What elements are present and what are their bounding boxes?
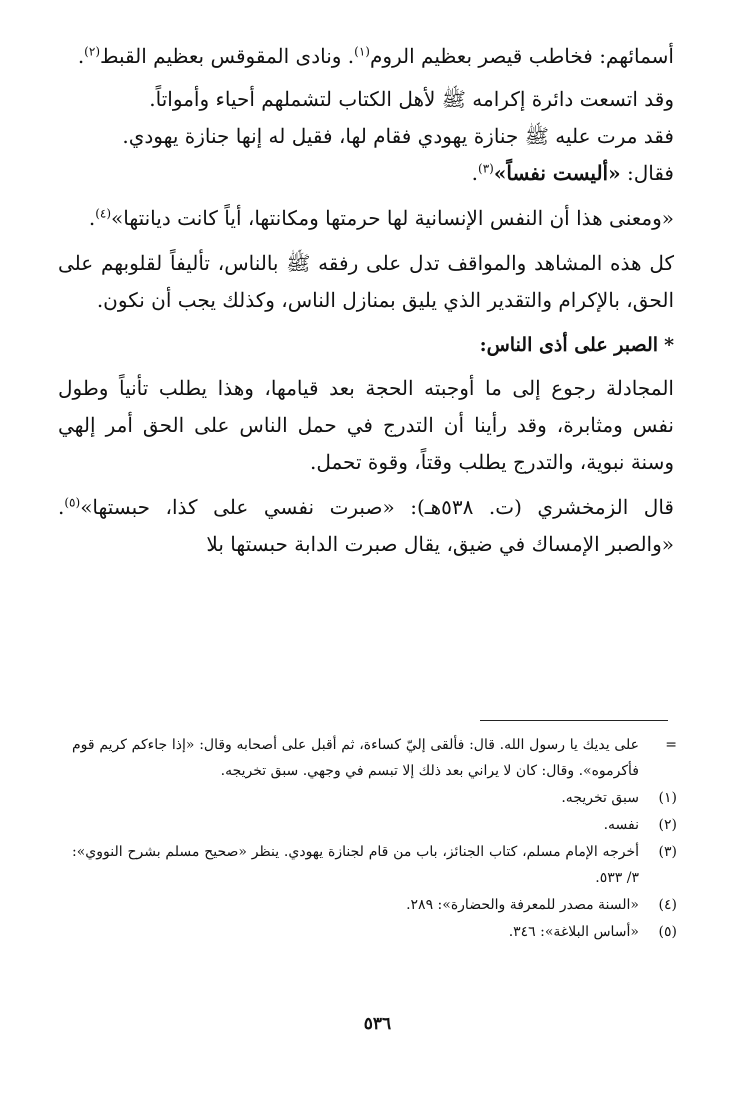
- paragraph-3: فقد مرت عليه ﷺ جنازة يهودي فقام لها، فقيل له إنها جنازة يهودي.: [122, 124, 674, 148]
- footnote-text: نفسه.: [603, 817, 639, 833]
- text-run: .: [471, 161, 479, 185]
- paragraph-1: [58, 38, 674, 75]
- footnote-1: [72, 785, 677, 811]
- text-run: قال الزمخشري (ت. ٥٣٨هـ): «صبرت نفسي على كذا، حبستها»: [80, 495, 674, 519]
- section-heading: [58, 327, 674, 364]
- footnote-text: «السنة مصدر للمعرفة والحضارة»: ٢٨٩.: [406, 897, 639, 913]
- footnote-text: أخرجه الإمام مسلم، كتاب الجنائز، باب من قام لجنازة يهودي. ينظر «صحيح مسلم بشرح النووي»: ٣/ ٥٣٣.: [72, 844, 639, 886]
- footnote-ref-5[interactable]: (٥): [64, 495, 81, 510]
- footnote-continued: [72, 732, 677, 784]
- footnote-ref-1[interactable]: (١): [354, 44, 370, 59]
- paragraph-8: [58, 489, 674, 563]
- hadith-quote: «أليست نفساً»: [493, 161, 621, 185]
- paragraph-2: وقد اتسعت دائرة إكرامه ﷺ لأهل الكتاب لتشملهم أحياء وأمواتاً.: [149, 87, 674, 111]
- text-run: . «والصبر الإمساك في ضيق، يقال صبرت الدابة حبستها بلا: [58, 495, 674, 556]
- paragraph-5: [58, 200, 674, 237]
- footnote-5: [72, 919, 677, 945]
- page-number: ٥٣٦: [363, 1014, 392, 1034]
- footnote-text: على يديك يا رسول الله. قال: فألقى إليّ كساءة، ثم أقبل على أصحابه وقال: «إذا جاءكم كريم قوم فأكرموه». وقال: كان لا يراني بعد ذلك إلا تبسم في وجهي. سبق تخريجه.: [72, 737, 639, 779]
- text-run: . ونادى المقوقس بعظيم القبط: [100, 44, 355, 68]
- footnote-number: (٣): [658, 844, 677, 860]
- footnote-ref-3[interactable]: (٣): [478, 161, 494, 176]
- text-run: .: [88, 206, 96, 230]
- heading-text: الصبر على أذى الناس:: [479, 334, 659, 356]
- footnote-number: (١): [658, 790, 677, 806]
- footnote-number: =: [665, 737, 677, 753]
- paragraph-6: كل هذه المشاهد والمواقف تدل على رفقه ﷺ بالناس، تأليفاً لقلوبهم على الحق، بالإكرام والتقدير الذي يليق بمنازل الناس، وكذلك يجب أن نكون.: [58, 251, 674, 312]
- footnote-number: (٢): [658, 817, 677, 833]
- footnote-separator: [480, 720, 668, 721]
- text-run: فقال:: [620, 161, 674, 185]
- footnote-ref-4[interactable]: (٤): [95, 206, 112, 221]
- text-run: أسمائهم: فخاطب قيصر بعظيم الروم: [369, 44, 674, 68]
- footnote-text: «أساس البلاغة»: ٣٤٦.: [508, 924, 639, 940]
- footnote-number: (٤): [658, 897, 677, 913]
- footnotes: [72, 732, 677, 946]
- main-text: [58, 38, 674, 571]
- footnote-text: سبق تخريجه.: [561, 790, 639, 806]
- footnote-number: (٥): [658, 924, 677, 940]
- text-run: «ومعنى هذا أن النفس الإنسانية لها حرمتها ومكانتها، أياً كانت ديانتها»: [111, 206, 674, 230]
- text-run: .: [77, 44, 85, 68]
- paragraph-7: المجادلة رجوع إلى ما أوجبته الحجة بعد قيامها، وهذا يطلب تأنياً وطول نفس ومثابرة، وقد رأينا أن التدرج في حمل الناس على الحق أمر إلهي وسنة نبوية، والتدرج يطلب وقتاً، وقوة تحمل.: [58, 376, 674, 474]
- paragraph-4: [58, 155, 674, 192]
- asterisk-icon: *: [664, 334, 674, 356]
- footnote-4: [72, 892, 677, 918]
- footnote-2: [72, 812, 677, 838]
- footnote-3: [72, 839, 677, 891]
- footnote-ref-2[interactable]: (٢): [84, 44, 100, 59]
